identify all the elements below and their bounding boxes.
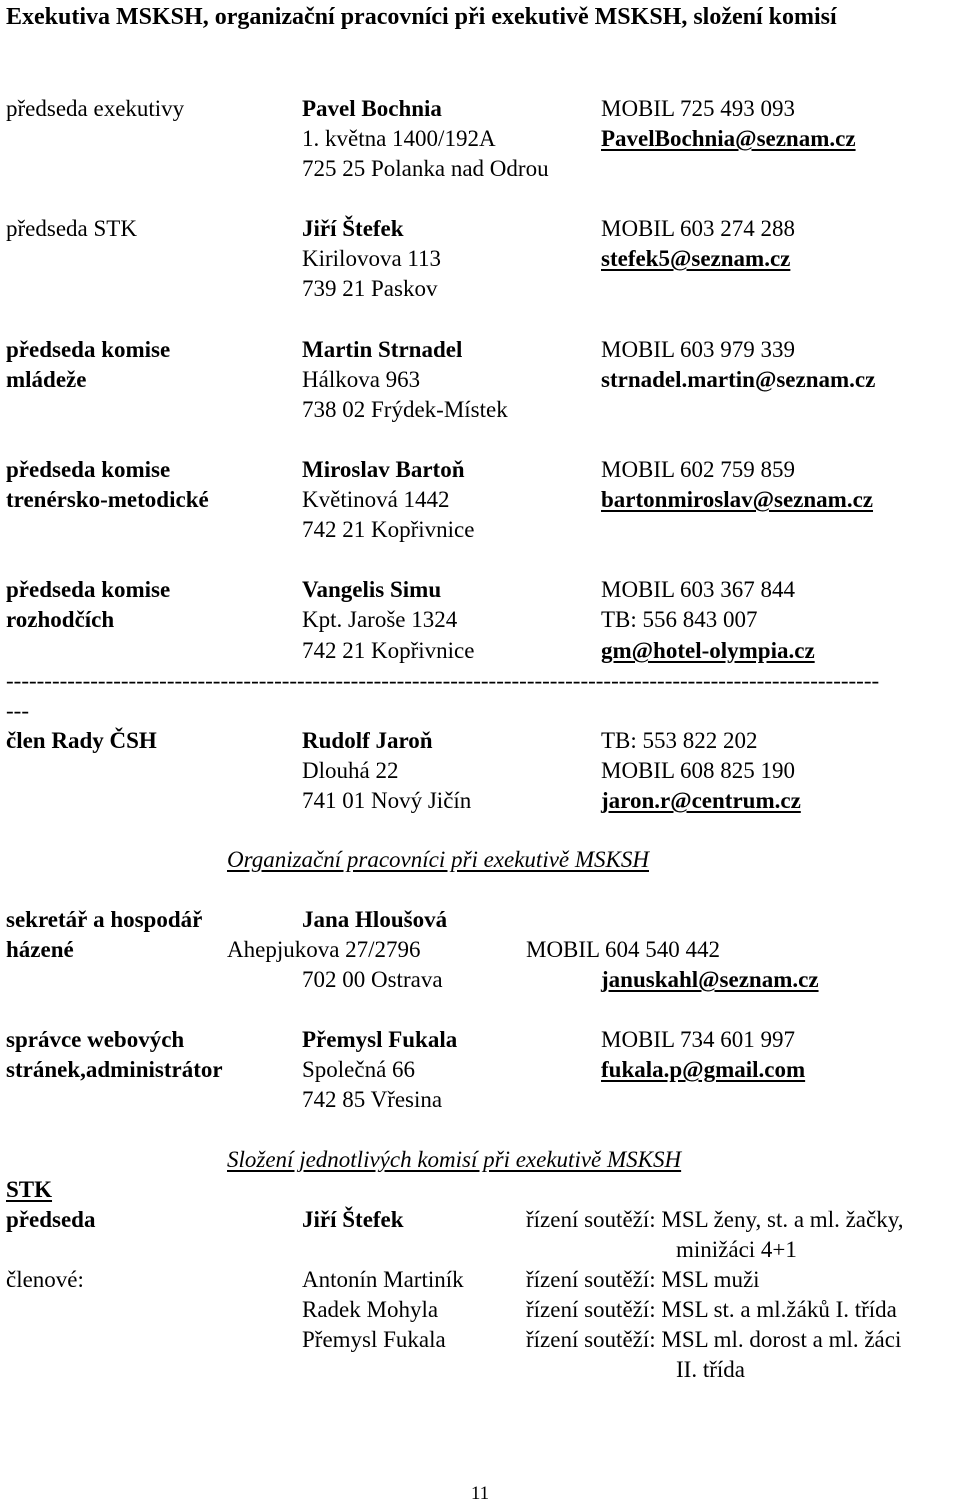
phone: MOBIL 603 274 288 <box>601 216 796 241</box>
address-line: Ahepjukova 27/2796 <box>227 937 421 962</box>
person-name: Antonín Martiník <box>302 1267 464 1292</box>
address-line: 738 02 Frýdek-Místek <box>302 397 508 422</box>
phone: MOBIL 603 367 844 <box>601 577 796 602</box>
address-line: Květinová 1442 <box>302 487 450 512</box>
email-link[interactable]: PavelBochnia@seznam.cz <box>601 126 856 151</box>
role-label: předseda STK <box>6 216 137 241</box>
person-name: Přemysl Fukala <box>302 1327 446 1352</box>
address-line: 702 00 Ostrava <box>302 967 443 992</box>
role-label: rozhodčích <box>6 607 115 632</box>
phone: TB: 553 822 202 <box>601 728 758 753</box>
person-name: Jiří Štefek <box>302 1207 404 1232</box>
address-line: 741 01 Nový Jičín <box>302 788 472 813</box>
duty-line: řízení soutěží: MSL muži <box>526 1267 760 1292</box>
phone: MOBIL 604 540 442 <box>526 937 721 962</box>
person-name: Radek Mohyla <box>302 1297 439 1322</box>
role-label: sekretář a hospodář <box>6 907 203 932</box>
dashed-separator-tail: --- <box>6 698 29 723</box>
members-label: členové: <box>6 1267 84 1292</box>
role-label: správce webových <box>6 1027 185 1052</box>
duty-line: řízení soutěží: MSL ml. dorost a ml. žáci <box>526 1327 902 1352</box>
page-number: 11 <box>470 1483 490 1504</box>
section-heading-komise: Složení jednotlivých komisí při exekutivě MSKSH <box>227 1147 682 1172</box>
person-name: Přemysl Fukala <box>302 1027 458 1052</box>
email-link[interactable]: stefek5@seznam.cz <box>601 246 791 271</box>
address-line: 725 25 Polanka nad Odrou <box>302 156 549 181</box>
email-link[interactable]: januskahl@seznam.cz <box>601 967 819 992</box>
role-label: předseda exekutivy <box>6 96 185 121</box>
phone: MOBIL 608 825 190 <box>601 758 796 783</box>
stk-label: STK <box>6 1177 53 1202</box>
phone: TB: 556 843 007 <box>601 607 758 632</box>
address-line: 742 21 Kopřivnice <box>302 638 475 663</box>
chair-label: předseda <box>6 1207 96 1232</box>
address-line: 1. května 1400/192A <box>302 126 496 151</box>
page-title: Exekutiva MSKSH, organizační pracovníci při exekutivě MSKSH, složení komisí <box>6 4 837 30</box>
duty-line: minižáci 4+1 <box>676 1237 797 1262</box>
email-link[interactable]: jaron.r@centrum.cz <box>601 788 801 813</box>
address-line: Hálkova 963 <box>302 367 421 392</box>
role-label: předseda komise <box>6 577 171 602</box>
person-name: Jiří Štefek <box>302 216 404 241</box>
dashed-separator: ------------------------------------------------------------------------------------------------------------------ <box>6 668 880 693</box>
duty-line: řízení soutěží: MSL ženy, st. a ml. žačky, <box>526 1207 904 1232</box>
role-label: předseda komise <box>6 457 171 482</box>
phone: MOBIL 734 601 997 <box>601 1027 796 1052</box>
person-name: Jana Hloušová <box>302 907 448 932</box>
role-label: trenérsko-metodické <box>6 487 209 512</box>
role-label: stránek,administrátor <box>6 1057 223 1082</box>
person-name: Vangelis Simu <box>302 577 442 602</box>
duty-line: II. třída <box>676 1357 745 1382</box>
role-label: mládeže <box>6 367 87 392</box>
duty-line: řízení soutěží: MSL st. a ml.žáků I. třída <box>526 1297 897 1322</box>
person-name: Rudolf Jaroň <box>302 728 433 753</box>
role-label: házené <box>6 937 74 962</box>
address-line: Společná 66 <box>302 1057 416 1082</box>
email-link[interactable]: gm@hotel-olympia.cz <box>601 638 815 663</box>
address-line: 742 21 Kopřivnice <box>302 517 475 542</box>
person-name: Pavel Bochnia <box>302 96 442 121</box>
person-name: Miroslav Bartoň <box>302 457 465 482</box>
phone: MOBIL 725 493 093 <box>601 96 796 121</box>
email-link[interactable]: bartonmiroslav@seznam.cz <box>601 487 874 512</box>
role-label: předseda komise <box>6 337 171 362</box>
phone: MOBIL 602 759 859 <box>601 457 796 482</box>
email-link[interactable]: fukala.p@gmail.com <box>601 1057 806 1082</box>
address-line: 739 21 Paskov <box>302 276 438 301</box>
address-line: Kirilovova 113 <box>302 246 442 271</box>
address-line: Dlouhá 22 <box>302 758 399 783</box>
section-heading-org: Organizační pracovníci při exekutivě MSKSH <box>227 847 649 872</box>
phone: MOBIL 603 979 339 <box>601 337 796 362</box>
address-line: 742 85 Vřesina <box>302 1087 443 1112</box>
role-label: člen Rady ČSH <box>6 728 157 753</box>
email-text: strnadel.martin@seznam.cz <box>601 367 876 392</box>
address-line: Kpt. Jaroše 1324 <box>302 607 458 632</box>
person-name: Martin Strnadel <box>302 337 463 362</box>
